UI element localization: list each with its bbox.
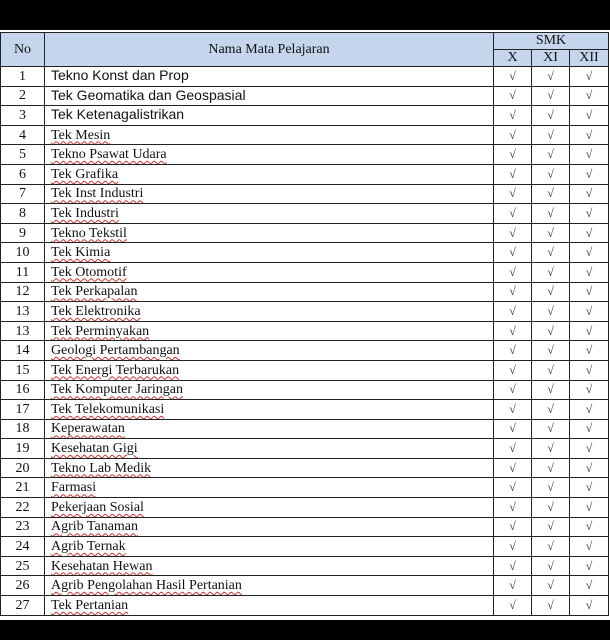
row-number: 15: [1, 360, 45, 380]
subject-name-cell: [45, 223, 494, 243]
row-number: 24: [1, 537, 45, 557]
row-number: 8: [1, 204, 45, 224]
check-mark-x: √: [494, 439, 532, 459]
check-mark-xi: √: [532, 596, 570, 616]
check-mark-xi: √: [532, 321, 570, 341]
row-number: 13: [1, 321, 45, 341]
check-mark-xi: √: [532, 439, 570, 459]
check-mark-xii: √: [570, 400, 609, 420]
subject-name: Agrib Pengolahan Hasil Pertanian: [51, 578, 242, 594]
table-body: [1, 67, 609, 616]
row-number: 11: [1, 262, 45, 282]
check-mark-x: √: [494, 596, 532, 616]
subject-name: Kesehatan Gigi: [51, 441, 138, 457]
table-row: [1, 164, 609, 184]
check-mark-xii: √: [570, 223, 609, 243]
check-mark-x: √: [494, 537, 532, 557]
check-mark-xi: √: [532, 86, 570, 106]
check-mark-x: √: [494, 204, 532, 224]
subject-name-cell: [45, 537, 494, 557]
check-mark-x: √: [494, 458, 532, 478]
check-mark-x: √: [494, 556, 532, 576]
row-number: 25: [1, 556, 45, 576]
check-mark-x: √: [494, 478, 532, 498]
subject-name-cell: [45, 164, 494, 184]
table-row: [1, 282, 609, 302]
row-number: 14: [1, 341, 45, 361]
subject-name: Geologi Pertambangan: [51, 343, 180, 359]
subject-name-cell: [45, 458, 494, 478]
check-mark-xii: √: [570, 125, 609, 145]
table-row: [1, 106, 609, 126]
table-row: [1, 321, 609, 341]
subject-name-cell: [45, 400, 494, 420]
check-mark-xii: √: [570, 576, 609, 596]
row-number: 5: [1, 145, 45, 165]
check-mark-x: √: [494, 67, 532, 87]
subject-name: Tekno Psawat Udara: [51, 147, 167, 163]
check-mark-xii: √: [570, 67, 609, 87]
subject-name: Kesehatan Hewan: [51, 558, 153, 574]
subject-name-cell: [45, 302, 494, 322]
subject-name-cell: [45, 576, 494, 596]
check-mark-xii: √: [570, 517, 609, 537]
check-mark-xi: √: [532, 458, 570, 478]
row-number: 1: [1, 67, 45, 87]
header-subject-name: Nama Mata Pelajaran: [45, 33, 494, 67]
check-mark-xi: √: [532, 184, 570, 204]
check-mark-xi: √: [532, 223, 570, 243]
subject-name-cell: [45, 106, 494, 126]
table-row: [1, 576, 609, 596]
subject-name: Tek Mesin: [51, 127, 111, 143]
check-mark-xii: √: [570, 243, 609, 263]
table-row: [1, 419, 609, 439]
table-row: [1, 86, 609, 106]
check-mark-xi: √: [532, 106, 570, 126]
subject-name: Tek Telekomunikasi: [51, 401, 165, 417]
table-row: [1, 537, 609, 557]
table-row: [1, 125, 609, 145]
table-row: [1, 223, 609, 243]
table-row: [1, 556, 609, 576]
subject-name: Tek Ketenagalistrikan: [51, 106, 185, 123]
row-number: 22: [1, 498, 45, 518]
check-mark-xi: √: [532, 164, 570, 184]
header-no: No: [1, 33, 45, 67]
subject-name: Tekno Lab Medik: [51, 460, 152, 476]
check-mark-xii: √: [570, 360, 609, 380]
subject-name-cell: [45, 67, 494, 87]
subject-name-cell: [45, 243, 494, 263]
check-mark-x: √: [494, 400, 532, 420]
subject-name-cell: [45, 184, 494, 204]
check-mark-xii: √: [570, 106, 609, 126]
table-row: [1, 478, 609, 498]
row-number: 19: [1, 439, 45, 459]
subject-name-cell: [45, 204, 494, 224]
header-level-x: X: [494, 50, 532, 67]
subject-name: Tek Pertanian: [51, 597, 129, 613]
check-mark-xi: √: [532, 262, 570, 282]
subject-name-cell: [45, 341, 494, 361]
row-number: 26: [1, 576, 45, 596]
row-number: 10: [1, 243, 45, 263]
check-mark-x: √: [494, 184, 532, 204]
subject-name-cell: [45, 478, 494, 498]
subject-name: Tek Otomotif: [51, 264, 127, 280]
check-mark-xi: √: [532, 419, 570, 439]
row-number: 12: [1, 282, 45, 302]
check-mark-x: √: [494, 517, 532, 537]
check-mark-xii: √: [570, 321, 609, 341]
check-mark-x: √: [494, 86, 532, 106]
check-mark-xi: √: [532, 498, 570, 518]
check-mark-xii: √: [570, 380, 609, 400]
check-mark-xii: √: [570, 498, 609, 518]
header-level-xi: XI: [532, 50, 570, 67]
check-mark-xi: √: [532, 204, 570, 224]
row-number: 27: [1, 596, 45, 616]
table-header: [1, 33, 609, 67]
check-mark-xii: √: [570, 302, 609, 322]
check-mark-x: √: [494, 498, 532, 518]
table-row: [1, 458, 609, 478]
subject-name-cell: [45, 556, 494, 576]
subject-name-cell: [45, 380, 494, 400]
check-mark-xi: √: [532, 360, 570, 380]
subjects-table: [0, 32, 609, 616]
check-mark-x: √: [494, 282, 532, 302]
subject-name: Tek Kimia: [51, 245, 111, 261]
row-number: 3: [1, 106, 45, 126]
table-row: [1, 517, 609, 537]
check-mark-xii: √: [570, 184, 609, 204]
check-mark-x: √: [494, 380, 532, 400]
check-mark-xii: √: [570, 262, 609, 282]
subject-name: Tek Komputer Jaringan: [51, 382, 183, 398]
table-row: [1, 400, 609, 420]
subject-name: Agrib Ternak: [51, 539, 126, 555]
subject-name: Tek Energi Terbarukan: [51, 362, 180, 378]
subject-name: Tek Industri: [51, 205, 119, 221]
row-number: 23: [1, 517, 45, 537]
check-mark-xi: √: [532, 145, 570, 165]
subject-name-cell: [45, 145, 494, 165]
check-mark-x: √: [494, 302, 532, 322]
check-mark-xi: √: [532, 67, 570, 87]
header-level-xii: XII: [570, 50, 609, 67]
subject-name: Tekno Tekstil: [51, 225, 127, 241]
subject-name-cell: [45, 86, 494, 106]
table-row: [1, 262, 609, 282]
check-mark-xi: √: [532, 556, 570, 576]
row-number: 7: [1, 184, 45, 204]
subject-name-cell: [45, 125, 494, 145]
row-number: 2: [1, 86, 45, 106]
check-mark-x: √: [494, 576, 532, 596]
check-mark-x: √: [494, 243, 532, 263]
check-mark-xi: √: [532, 517, 570, 537]
row-number: 6: [1, 164, 45, 184]
check-mark-x: √: [494, 262, 532, 282]
subject-name: Agrib Tanaman: [51, 519, 139, 535]
check-mark-xii: √: [570, 164, 609, 184]
subject-name-cell: [45, 282, 494, 302]
subject-name: Tekno Konst dan Prop: [51, 67, 189, 84]
subject-name: Tek Perkapalan: [51, 284, 138, 300]
subject-name: Tek Perminyakan: [51, 323, 150, 339]
table-row: [1, 596, 609, 616]
table-row: [1, 204, 609, 224]
header-smk: SMK: [494, 33, 609, 50]
check-mark-xi: √: [532, 282, 570, 302]
row-number: 18: [1, 419, 45, 439]
subject-name: Tek Grafika: [51, 166, 119, 182]
subject-name: Pekerjaan Sosial: [51, 499, 144, 515]
table-row: [1, 439, 609, 459]
row-number: 13: [1, 302, 45, 322]
check-mark-x: √: [494, 164, 532, 184]
subject-name: Keperawatan: [51, 421, 125, 437]
subject-name-cell: [45, 596, 494, 616]
subject-name: Tek Inst Industri: [51, 186, 144, 202]
check-mark-xii: √: [570, 86, 609, 106]
row-number: 20: [1, 458, 45, 478]
check-mark-xi: √: [532, 125, 570, 145]
row-number: 16: [1, 380, 45, 400]
check-mark-xii: √: [570, 439, 609, 459]
check-mark-xi: √: [532, 302, 570, 322]
check-mark-xi: √: [532, 478, 570, 498]
subject-name-cell: [45, 498, 494, 518]
table-row: [1, 360, 609, 380]
check-mark-x: √: [494, 223, 532, 243]
check-mark-x: √: [494, 145, 532, 165]
row-number: 21: [1, 478, 45, 498]
subject-name: Tek Elektronika: [51, 303, 141, 319]
table-row: [1, 380, 609, 400]
check-mark-xii: √: [570, 458, 609, 478]
subject-name-cell: [45, 419, 494, 439]
table-row: [1, 498, 609, 518]
check-mark-x: √: [494, 341, 532, 361]
check-mark-xii: √: [570, 282, 609, 302]
subject-name-cell: [45, 360, 494, 380]
table-row: [1, 341, 609, 361]
subject-name-cell: [45, 439, 494, 459]
subject-name-cell: [45, 262, 494, 282]
check-mark-xii: √: [570, 537, 609, 557]
check-mark-xi: √: [532, 537, 570, 557]
row-number: 17: [1, 400, 45, 420]
subject-name-cell: [45, 517, 494, 537]
check-mark-x: √: [494, 125, 532, 145]
check-mark-x: √: [494, 419, 532, 439]
subject-name: Farmasi: [51, 480, 97, 496]
check-mark-xi: √: [532, 576, 570, 596]
check-mark-xii: √: [570, 204, 609, 224]
check-mark-x: √: [494, 360, 532, 380]
check-mark-xi: √: [532, 380, 570, 400]
row-number: 4: [1, 125, 45, 145]
table-row: [1, 243, 609, 263]
check-mark-xii: √: [570, 596, 609, 616]
check-mark-xii: √: [570, 478, 609, 498]
table-row: [1, 145, 609, 165]
check-mark-x: √: [494, 321, 532, 341]
check-mark-xii: √: [570, 341, 609, 361]
subject-name-cell: [45, 321, 494, 341]
check-mark-xi: √: [532, 341, 570, 361]
check-mark-xii: √: [570, 556, 609, 576]
check-mark-xii: √: [570, 145, 609, 165]
table-row: [1, 302, 609, 322]
table-row: [1, 67, 609, 87]
check-mark-x: √: [494, 106, 532, 126]
table-row: [1, 184, 609, 204]
check-mark-xi: √: [532, 400, 570, 420]
check-mark-xii: √: [570, 419, 609, 439]
check-mark-xi: √: [532, 243, 570, 263]
row-number: 9: [1, 223, 45, 243]
subject-name: Tek Geomatika dan Geospasial: [51, 86, 246, 103]
